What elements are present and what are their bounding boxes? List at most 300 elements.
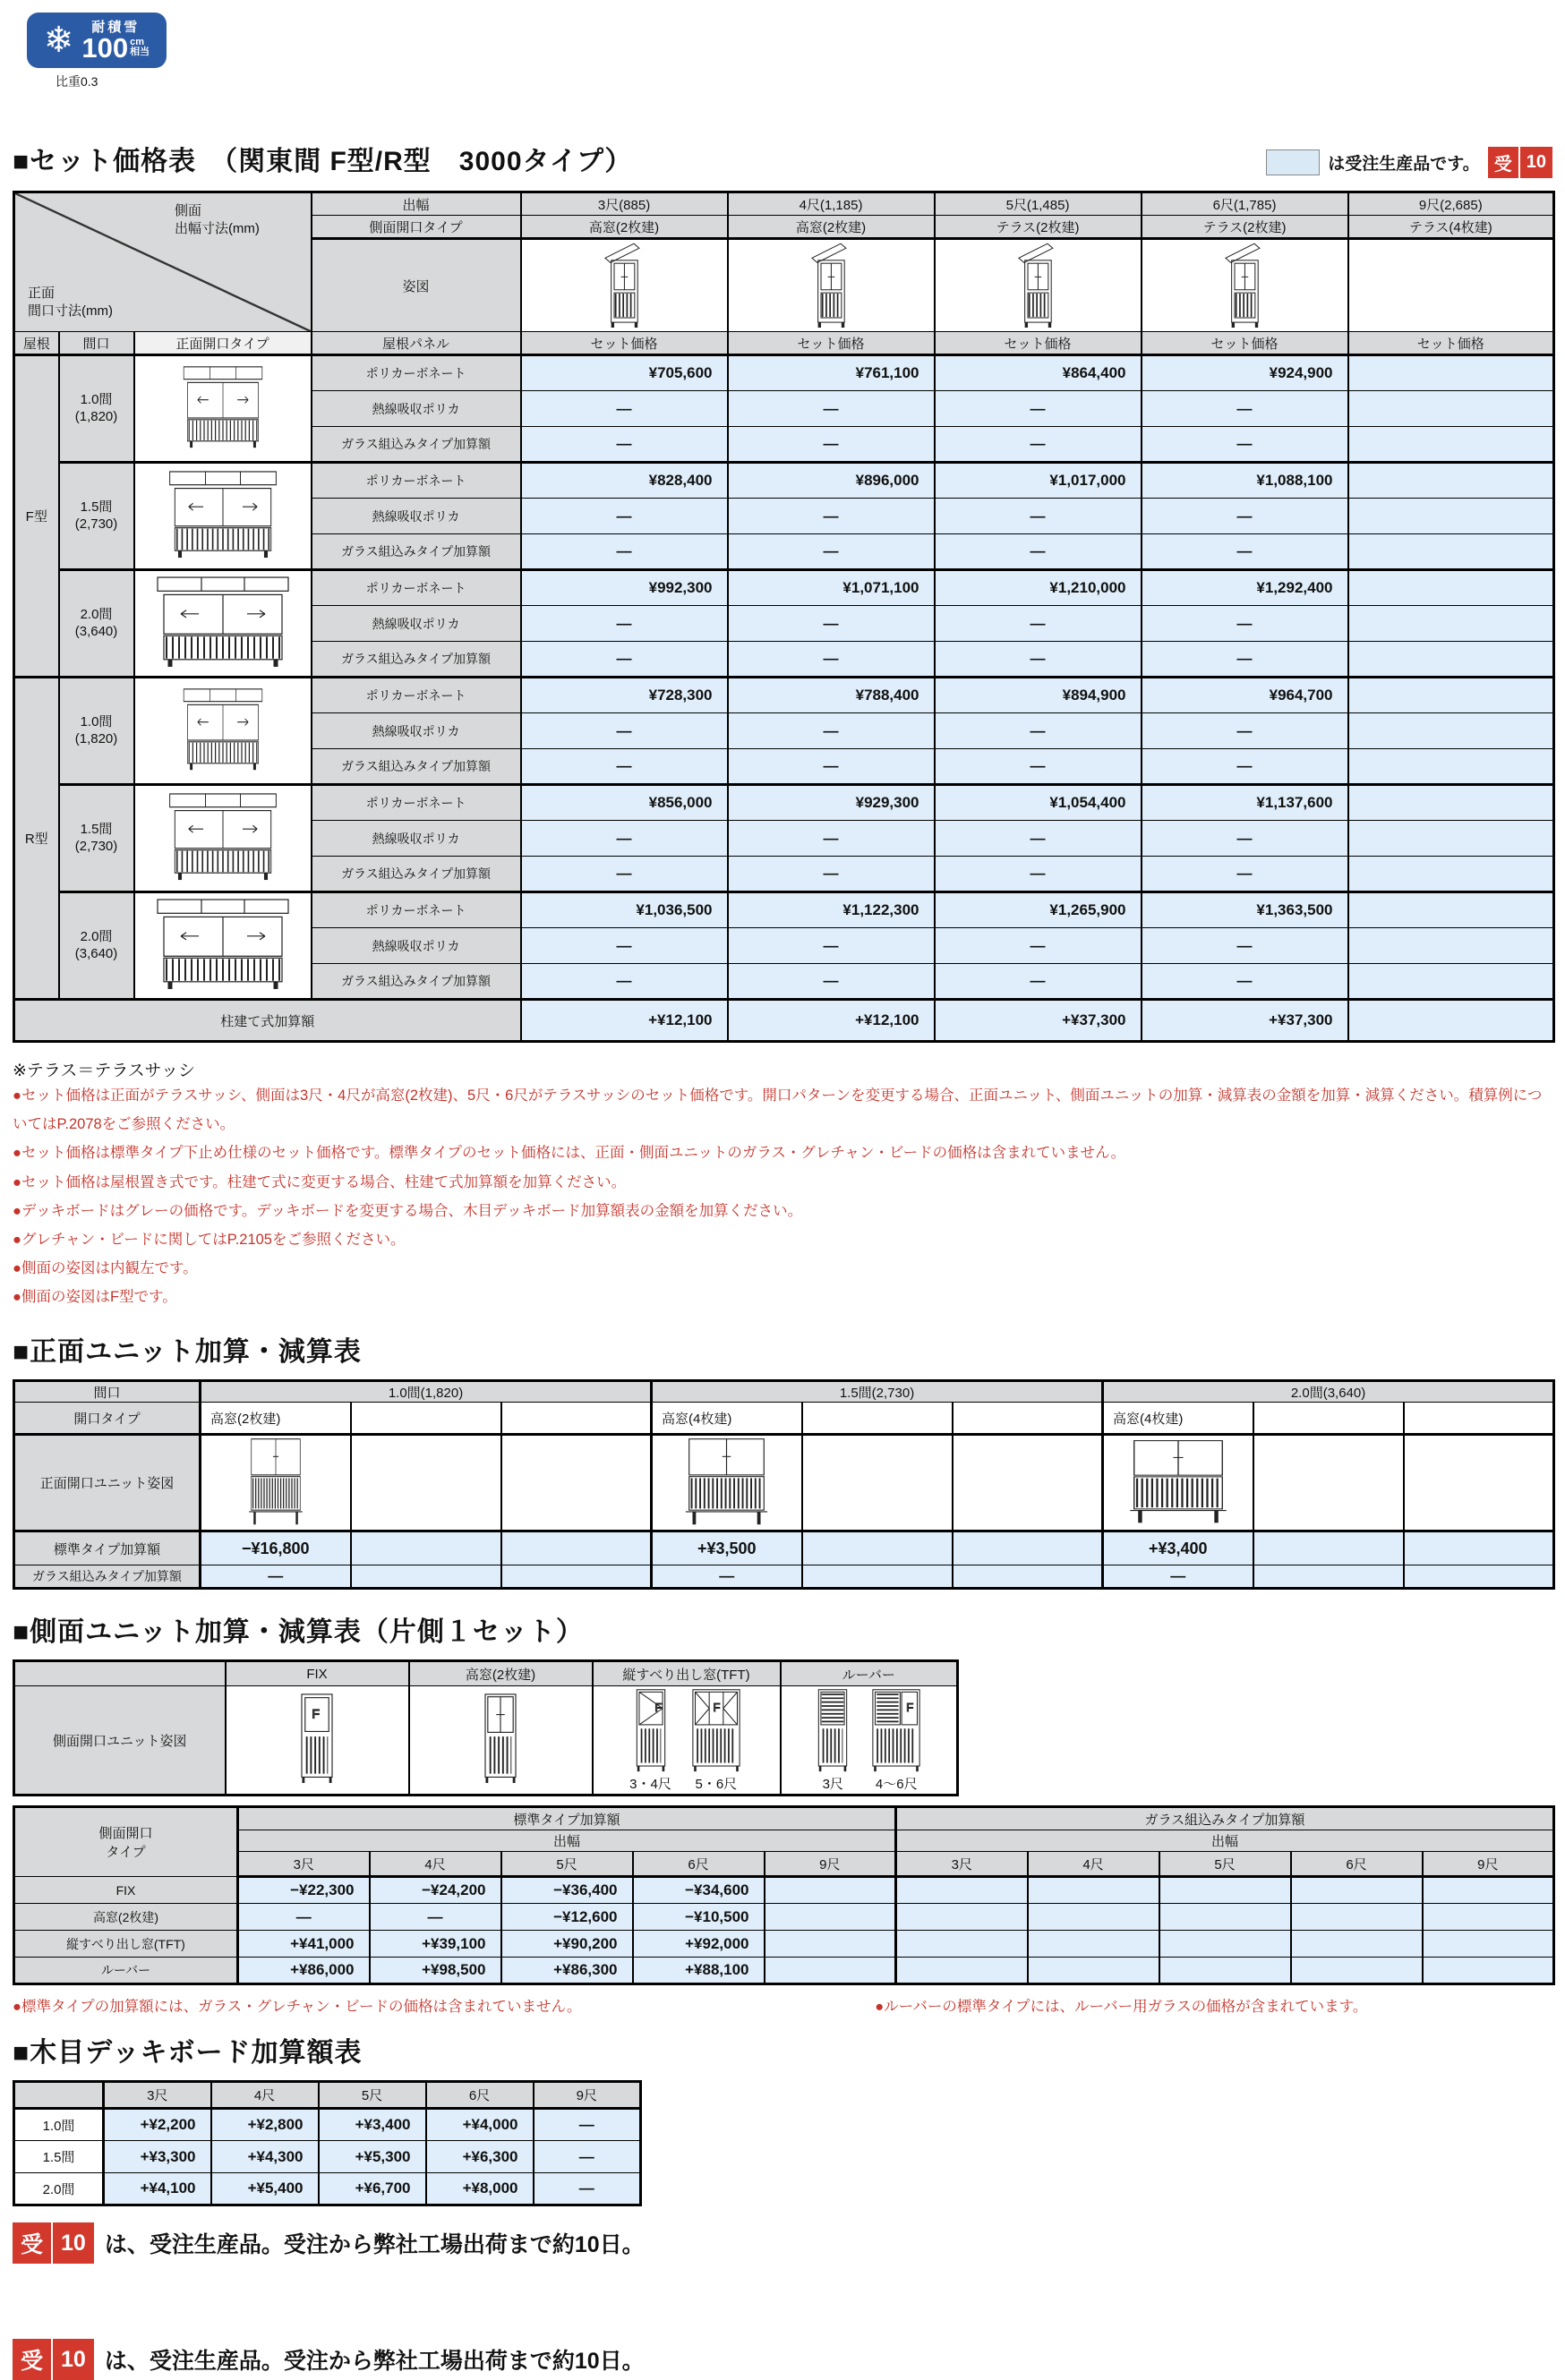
price-cell: +¥98,500 (370, 1958, 501, 1984)
empty-cell (351, 1565, 501, 1589)
price-cell (1348, 355, 1554, 391)
price-cell: −¥10,500 (633, 1904, 765, 1931)
column-header: 4尺 (211, 2082, 319, 2109)
price-cell (765, 1958, 896, 1984)
roof-panel-header: 屋根パネル (312, 332, 521, 355)
price-cell: +¥37,300 (935, 1000, 1142, 1042)
empty-cell (351, 1403, 501, 1435)
blue-swatch-icon (1266, 149, 1320, 175)
empty-cell (1404, 1565, 1554, 1589)
front-type-header: 正面開口タイプ (134, 332, 312, 355)
empty-cell (1159, 1931, 1291, 1958)
price-cell (1348, 463, 1554, 499)
snow-badge-title: 耐積雪 (91, 19, 141, 35)
price-cell: — (1142, 642, 1348, 678)
price-cell: — (521, 606, 728, 642)
price-cell (1348, 427, 1554, 463)
price-cell: — (728, 821, 935, 857)
price-cell: ¥856,000 (521, 785, 728, 821)
row-label: 1.5間 (14, 2141, 104, 2173)
deck-board-table (13, 2080, 642, 2206)
price-cell: +¥3,400 (319, 2109, 426, 2141)
row-label: 高窓(2枚建) (14, 1904, 238, 1931)
side-unit-price-table (13, 1805, 1555, 1985)
roof-panel-label: 熱線吸収ポリカ (312, 499, 521, 534)
footer-text: は、受注生産品。受注から弊社工場出荷まで約10日。 (104, 2232, 645, 2258)
price-cell: ¥896,000 (728, 463, 935, 499)
price-cell: — (1142, 427, 1348, 463)
note-item: ●グレチャン・ビードに関してはP.2105をご参照ください。 (13, 1231, 406, 1248)
table-row (14, 192, 1554, 216)
front-unit-drawing (652, 1435, 802, 1531)
empty-cell (501, 1565, 652, 1589)
empty-cell (14, 2082, 104, 2109)
column-header: 9尺 (1423, 1852, 1554, 1877)
price-cell (1348, 1000, 1554, 1042)
price-cell: — (935, 713, 1142, 749)
note-item: ●デッキボードはグレーの価格です。デッキボードを変更する場合、木目デッキボード加算額表の金額を加算ください。 (13, 1202, 803, 1219)
side-type-header: ルーバー (781, 1661, 958, 1686)
snow-badge-unit: cm (130, 36, 145, 47)
price-cell: — (521, 749, 728, 785)
empty-cell (1253, 1435, 1404, 1531)
price-cell: — (1142, 606, 1348, 642)
price-cell: — (728, 713, 935, 749)
empty-cell (1253, 1403, 1404, 1435)
order-badge: 受 10 (13, 2222, 94, 2264)
price-cell: +¥5,400 (211, 2173, 319, 2205)
side-table-notes (13, 1994, 1552, 2016)
column-header: 6尺 (633, 1852, 765, 1877)
price-cell: — (728, 391, 935, 427)
note-item: ●側面の姿図はF型です。 (13, 1289, 177, 1306)
front-elevation-drawing (134, 355, 312, 463)
table-row (14, 1381, 1554, 1403)
price-cell: — (1142, 534, 1348, 570)
row-label: 1.0間 (14, 2109, 104, 2141)
column-header: 4尺 (370, 1852, 501, 1877)
front-elevation-drawing (134, 678, 312, 785)
price-cell (1348, 821, 1554, 857)
column-header: 3尺 (104, 2082, 211, 2109)
empty-cell (953, 1403, 1103, 1435)
price-cell: +¥2,200 (104, 2109, 211, 2141)
table-row (14, 2173, 641, 2205)
louver-drawings (781, 1686, 958, 1796)
side-type-cell: テラス(4枚建) (1348, 216, 1554, 239)
glass-add-header: ガラス組込みタイプ加算額 (14, 1565, 201, 1589)
empty-cell (1291, 1904, 1423, 1931)
roof-panel-label: 熱線吸収ポリカ (312, 928, 521, 964)
empty-cell (1404, 1403, 1554, 1435)
price-cell: +¥8,000 (426, 2173, 534, 2205)
table-row (14, 332, 1554, 355)
kaikou-cell: 高窓(2枚建) (201, 1403, 351, 1435)
group-header: 1.5間(2,730) (652, 1381, 1103, 1403)
side-elevation-drawing (728, 239, 935, 332)
figure-caption: 5・6尺 (695, 1776, 738, 1792)
price-cell: +¥92,000 (633, 1931, 765, 1958)
table-row (14, 1000, 1554, 1042)
price-cell: −¥24,200 (370, 1877, 501, 1904)
price-cell: — (521, 928, 728, 964)
roof-panel-label: ポリカーボネート (312, 785, 521, 821)
price-cell: ¥1,210,000 (935, 570, 1142, 606)
price-cell: ¥761,100 (728, 355, 935, 391)
empty-cell (896, 1877, 1028, 1904)
table-row (14, 570, 1554, 606)
empty-cell (501, 1531, 652, 1565)
price-cell: +¥3,500 (652, 1531, 802, 1565)
price-cell: — (238, 1904, 370, 1931)
table-row (14, 1531, 1554, 1565)
front-elevation-drawing (134, 570, 312, 678)
price-cell: +¥90,200 (501, 1931, 633, 1958)
notes-list (13, 1081, 1552, 1311)
price-cell: ¥1,054,400 (935, 785, 1142, 821)
price-cell: — (652, 1565, 802, 1589)
price-cell: +¥4,000 (426, 2109, 534, 2141)
price-cell: ¥788,400 (728, 678, 935, 713)
row-label: 縦すべり出し窓(TFT) (14, 1931, 238, 1958)
price-cell: — (935, 857, 1142, 892)
price-cell: −¥12,600 (501, 1904, 633, 1931)
column-header: 5尺(1,485) (935, 192, 1142, 216)
price-cell: — (521, 534, 728, 570)
side-elevation-drawing (1142, 239, 1348, 332)
note-item: ●ルーバーの標準タイプには、ルーバー用ガラスの価格が含まれています。 (875, 1999, 1368, 2016)
price-cell: — (1142, 391, 1348, 427)
side-elevation-drawing (521, 239, 728, 332)
empty-cell (802, 1565, 953, 1589)
set-price-header: セット価格 (1142, 332, 1348, 355)
empty-cell (896, 1958, 1028, 1984)
price-cell: +¥88,100 (633, 1958, 765, 1984)
price-cell: — (935, 821, 1142, 857)
note-item: ●側面の姿図は内観左です。 (13, 1260, 198, 1277)
order-badge: 受 10 (1488, 147, 1552, 178)
price-cell: — (1103, 1565, 1253, 1589)
roof-panel-label: 熱線吸収ポリカ (312, 713, 521, 749)
price-cell: — (728, 964, 935, 1000)
snow-load-badge (27, 13, 167, 68)
span-label: 1.5間 (2,730) (59, 463, 134, 570)
span-label: 1.5間 (2,730) (59, 785, 134, 892)
price-cell: ¥1,137,600 (1142, 785, 1348, 821)
table-row (14, 1403, 1554, 1435)
figure-header: 側面開口ユニット姿図 (14, 1686, 226, 1796)
table-row (14, 355, 1554, 391)
price-cell: +¥4,300 (211, 2141, 319, 2173)
set-price-header: セット価格 (935, 332, 1142, 355)
price-cell: — (935, 928, 1142, 964)
empty-cell (501, 1403, 652, 1435)
made-to-order-legend (1266, 147, 1552, 178)
empty-cell (351, 1435, 501, 1531)
price-cell: −¥36,400 (501, 1877, 633, 1904)
price-cell (1348, 713, 1554, 749)
empty-cell (1423, 1958, 1554, 1984)
price-cell: +¥2,800 (211, 2109, 319, 2141)
price-cell: ¥1,265,900 (935, 892, 1142, 928)
price-cell: ¥864,400 (935, 355, 1142, 391)
roof-panel-label: ガラス組込みタイプ加算額 (312, 749, 521, 785)
price-cell: ¥1,017,000 (935, 463, 1142, 499)
group-header: 2.0間(3,640) (1103, 1381, 1554, 1403)
price-cell: — (521, 499, 728, 534)
roof-panel-label: ポリカーボネート (312, 678, 521, 713)
empty-cell (896, 1904, 1028, 1931)
price-cell: — (521, 964, 728, 1000)
side-type-header: FIX (226, 1661, 409, 1686)
price-cell: ¥1,292,400 (1142, 570, 1348, 606)
price-cell: ¥929,300 (728, 785, 935, 821)
price-cell: +¥12,100 (728, 1000, 935, 1042)
table-row (14, 463, 1554, 499)
price-cell: — (521, 821, 728, 857)
order-footer (13, 2339, 1552, 2380)
price-cell: — (521, 427, 728, 463)
price-cell: — (1142, 857, 1348, 892)
price-cell (1348, 892, 1554, 928)
front-unit-drawing (201, 1435, 351, 1531)
empty-cell (1423, 1904, 1554, 1931)
order-badge: 受 10 (13, 2339, 94, 2380)
row-label: ルーバー (14, 1958, 238, 1984)
table-row (14, 2082, 641, 2109)
price-cell: — (728, 857, 935, 892)
price-cell: +¥86,000 (238, 1958, 370, 1984)
column-header: 4尺 (1028, 1852, 1159, 1877)
price-cell: — (728, 606, 935, 642)
empty-cell (896, 1931, 1028, 1958)
side-type-header: 側面開口タイプ (312, 216, 521, 239)
span-label: 1.0間 (1,820) (59, 355, 134, 463)
price-cell: — (534, 2109, 641, 2141)
price-cell: +¥5,300 (319, 2141, 426, 2173)
price-cell: — (728, 534, 935, 570)
front-unit-drawing (1103, 1435, 1253, 1531)
table-row (14, 1565, 1554, 1589)
roof-panel-label: ポリカーボネート (312, 892, 521, 928)
column-header: 5尺 (501, 1852, 633, 1877)
price-cell: — (521, 642, 728, 678)
note-item: ●セット価格は正面がテラスサッシ、側面は3尺・4尺が高窓(2枚建)、5尺・6尺がテラスサッシのセット価格です。開口パターンを変更する場合、正面ユニット、側面ユニットの加算・減算表の金額を加算・減算ください。積算例についてはP.2078をご参照ください。 (13, 1088, 1543, 1133)
column-header: 3尺(885) (521, 192, 728, 216)
note-item: ●セット価格は屋根置き式です。柱建て式に変更する場合、柱建て式加算額を加算ください。 (13, 1173, 627, 1190)
price-cell: ¥894,900 (935, 678, 1142, 713)
roof-panel-label: ガラス組込みタイプ加算額 (312, 534, 521, 570)
corner-cell: 側面開口 タイプ (14, 1807, 238, 1877)
table-row (14, 1661, 958, 1686)
price-cell: — (534, 2141, 641, 2173)
price-cell: ¥924,900 (1142, 355, 1348, 391)
column-header: 5尺 (1159, 1852, 1291, 1877)
pillar-row-label: 柱建て式加算額 (14, 1000, 521, 1042)
empty-cell (1423, 1877, 1554, 1904)
price-cell: ¥992,300 (521, 570, 728, 606)
kaikou-cell: 高窓(4枚建) (652, 1403, 802, 1435)
empty-cell (1028, 1877, 1159, 1904)
standard-group-header: 標準タイプ加算額 (238, 1807, 896, 1830)
span-label: 2.0間 (3,640) (59, 892, 134, 1000)
column-header: 6尺 (426, 2082, 534, 2109)
price-cell: — (935, 427, 1142, 463)
price-cell (1348, 606, 1554, 642)
deck-board-title: ■木目デッキボード加算額表 (13, 2038, 363, 2069)
span-label: 2.0間 (3,640) (59, 570, 134, 678)
price-cell: +¥37,300 (1142, 1000, 1348, 1042)
side-type-cell: テラス(2枚建) (935, 216, 1142, 239)
table-row (14, 678, 1554, 713)
empty-cell (1159, 1958, 1291, 1984)
price-cell (1348, 570, 1554, 606)
price-cell: +¥3,300 (104, 2141, 211, 2173)
empty-cell (802, 1531, 953, 1565)
empty-cell (1028, 1904, 1159, 1931)
price-cell: ¥1,122,300 (728, 892, 935, 928)
price-cell: +¥3,400 (1103, 1531, 1253, 1565)
price-cell: — (1142, 964, 1348, 1000)
price-cell: — (728, 427, 935, 463)
highwindow-drawing (409, 1686, 593, 1796)
price-cell: — (935, 391, 1142, 427)
price-cell (1348, 857, 1554, 892)
price-cell (1348, 964, 1554, 1000)
empty-cell (1028, 1931, 1159, 1958)
price-cell: — (728, 642, 935, 678)
empty-cell (1291, 1877, 1423, 1904)
terrace-note: ※テラス＝テラスサッシ (13, 1062, 196, 1080)
column-header: 5尺 (319, 2082, 426, 2109)
column-header: 9尺 (765, 1852, 896, 1877)
glass-group-header: ガラス組込みタイプ加算額 (896, 1807, 1554, 1830)
price-cell (1348, 642, 1554, 678)
price-cell: +¥12,100 (521, 1000, 728, 1042)
figure-caption: 3・4尺 (629, 1776, 671, 1792)
empty-cell (1291, 1931, 1423, 1958)
price-cell: — (1142, 499, 1348, 534)
roof-panel-label: ガラス組込みタイプ加算額 (312, 642, 521, 678)
price-cell: −¥16,800 (201, 1531, 351, 1565)
table-row (14, 1877, 1554, 1904)
price-cell: +¥4,100 (104, 2173, 211, 2205)
group-header: 1.0間(1,820) (201, 1381, 652, 1403)
front-unit-title: ■正面ユニット加算・減算表 (13, 1337, 362, 1368)
price-cell (1348, 678, 1554, 713)
row-label: FIX (14, 1877, 238, 1904)
span-label: 1.0間 (1,820) (59, 678, 134, 785)
roof-panel-label: 熱線吸収ポリカ (312, 606, 521, 642)
price-cell: +¥41,000 (238, 1931, 370, 1958)
empty-cell (14, 1661, 226, 1686)
roof-header: 屋根 (14, 332, 59, 355)
price-cell (1348, 534, 1554, 570)
set-price-header: セット価格 (728, 332, 935, 355)
column-header: 4尺(1,185) (728, 192, 935, 216)
set-price-header: セット価格 (521, 332, 728, 355)
price-cell: +¥6,300 (426, 2141, 534, 2173)
table-row (14, 1852, 1554, 1877)
span-header: 間口 (59, 332, 134, 355)
empty-cell (1423, 1931, 1554, 1958)
fix-drawing (226, 1686, 409, 1796)
column-header: 9尺 (534, 2082, 641, 2109)
empty-cell (1404, 1435, 1554, 1531)
empty-cell (953, 1531, 1103, 1565)
side-type-header: 高窓(2枚建) (409, 1661, 593, 1686)
note-item: ●標準タイプの加算額には、ガラス・グレチャン・ビードの価格は含まれていません。 (13, 1999, 582, 2016)
column-header: 9尺(2,685) (1348, 192, 1554, 216)
empty-cell (1159, 1904, 1291, 1931)
price-cell: — (201, 1565, 351, 1589)
side-unit-title: ■側面ユニット加算・減算表（片側１セット） (13, 1617, 584, 1648)
roof-panel-label: ガラス組込みタイプ加算額 (312, 427, 521, 463)
figure-caption: 4〜6尺 (875, 1776, 918, 1792)
roof-panel-label: 熱線吸収ポリカ (312, 391, 521, 427)
empty-cell (1159, 1877, 1291, 1904)
price-cell: +¥39,100 (370, 1931, 501, 1958)
tft-drawings (593, 1686, 781, 1796)
empty-cell (1348, 239, 1554, 332)
specific-gravity-note: 比重0.3 (56, 74, 98, 89)
side-unit-figure-table (13, 1659, 959, 1796)
table-row (14, 1904, 1554, 1931)
front-elevation-drawing (134, 892, 312, 1000)
note-item: ●セット価格は標準タイプ下止め仕様のセット価格です。標準タイプのセット価格には、正面・側面ユニットのガラス・グレチャン・ビードの価格は含まれていません。 (13, 1145, 1126, 1162)
figure-header: 姿図 (312, 239, 521, 332)
price-cell: ¥1,036,500 (521, 892, 728, 928)
empty-cell (802, 1403, 953, 1435)
price-cell: ¥1,088,100 (1142, 463, 1348, 499)
empty-cell (953, 1565, 1103, 1589)
row-label: 2.0間 (14, 2173, 104, 2205)
kaikou-header: 開口タイプ (14, 1403, 201, 1435)
side-type-header: 縦すべり出し窓(TFT) (593, 1661, 781, 1686)
price-cell (765, 1877, 896, 1904)
set-price-table (13, 191, 1555, 1043)
price-cell: — (1142, 928, 1348, 964)
price-cell: ¥828,400 (521, 463, 728, 499)
roof-panel-label: ポリカーボネート (312, 355, 521, 391)
price-cell (1348, 499, 1554, 534)
price-cell: — (370, 1904, 501, 1931)
empty-cell (802, 1435, 953, 1531)
price-cell: — (935, 534, 1142, 570)
order-footer (13, 2222, 1552, 2264)
table-row (14, 1435, 1554, 1531)
price-cell: — (521, 857, 728, 892)
front-elevation-drawing (134, 785, 312, 892)
side-type-cell: 高窓(2枚建) (521, 216, 728, 239)
table-row (14, 1686, 958, 1796)
front-elevation-drawing (134, 463, 312, 570)
maguchi-header: 間口 (14, 1381, 201, 1403)
footer-text: は、受注生産品。受注から弊社工場出荷まで約10日。 (104, 2349, 645, 2375)
corner-cell: 側面 出幅寸法(mm) 正面 間口寸法(mm) (14, 192, 312, 332)
price-cell: −¥22,300 (238, 1877, 370, 1904)
price-cell: — (728, 499, 935, 534)
roof-type-label: F型 (14, 355, 59, 678)
price-cell: — (521, 391, 728, 427)
price-cell: — (935, 749, 1142, 785)
kaikou-cell: 高窓(4枚建) (1103, 1403, 1253, 1435)
price-cell: −¥34,600 (633, 1877, 765, 1904)
depth-header: 出幅 (312, 192, 521, 216)
roof-panel-label: ガラス組込みタイプ加算額 (312, 964, 521, 1000)
price-cell: — (935, 606, 1142, 642)
price-cell: — (935, 642, 1142, 678)
